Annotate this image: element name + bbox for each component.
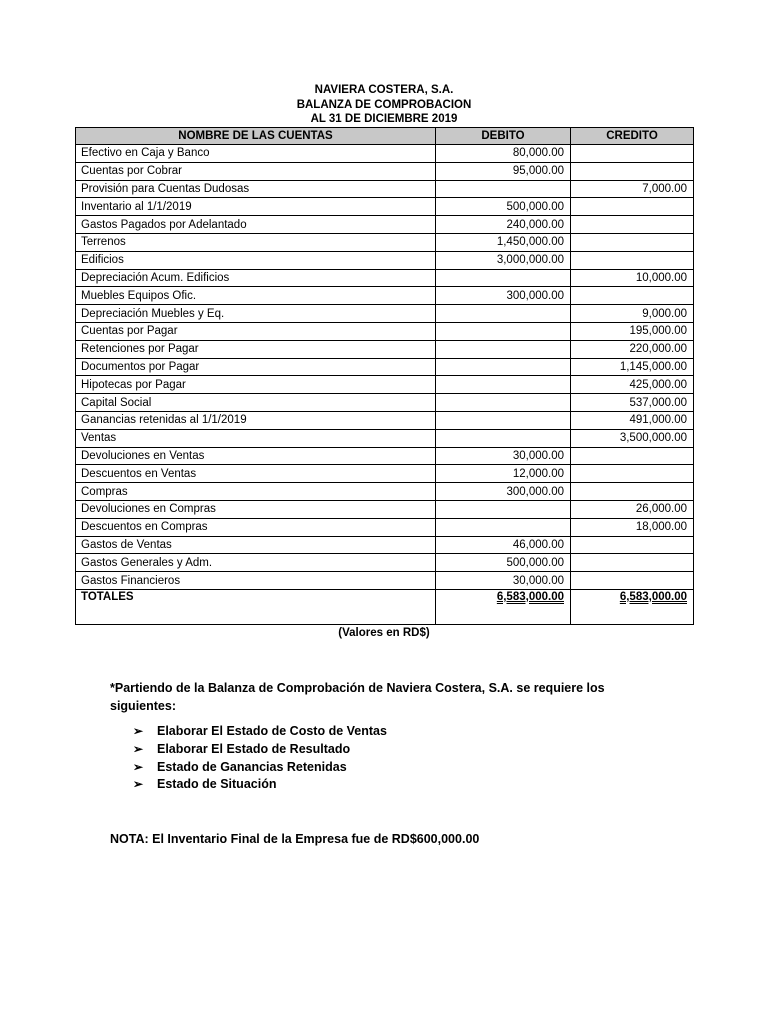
account-name-cell: Terrenos bbox=[76, 233, 436, 251]
account-name-cell: Devoluciones en Compras bbox=[76, 500, 436, 518]
credit-cell: 195,000.00 bbox=[571, 322, 694, 340]
account-name-cell: Capital Social bbox=[76, 394, 436, 412]
table-row bbox=[76, 500, 694, 518]
table-row bbox=[76, 305, 694, 323]
column-header-debit: DEBITO bbox=[436, 128, 571, 145]
account-name-cell: Depreciación Muebles y Eq. bbox=[76, 305, 436, 323]
debit-cell: 300,000.00 bbox=[436, 287, 571, 305]
debit-cell: 46,000.00 bbox=[436, 536, 571, 554]
credit-cell bbox=[571, 465, 694, 483]
debit-cell: 95,000.00 bbox=[436, 162, 571, 180]
debit-cell: 3,000,000.00 bbox=[436, 251, 571, 269]
debit-cell bbox=[436, 429, 571, 447]
debit-cell: 1,450,000.00 bbox=[436, 233, 571, 251]
credit-cell bbox=[571, 572, 694, 590]
account-name-cell: Ganancias retenidas al 1/1/2019 bbox=[76, 411, 436, 429]
table-row bbox=[76, 251, 694, 269]
credit-cell: 10,000.00 bbox=[571, 269, 694, 287]
account-name-cell: Documentos por Pagar bbox=[76, 358, 436, 376]
credit-cell: 491,000.00 bbox=[571, 411, 694, 429]
arrow-bullet-icon: ➢ bbox=[133, 777, 144, 792]
debit-cell bbox=[436, 269, 571, 287]
account-name-cell: Inventario al 1/1/2019 bbox=[76, 198, 436, 216]
credit-cell: 1,145,000.00 bbox=[571, 358, 694, 376]
totals-debit: 6,583,000.00 bbox=[436, 589, 571, 624]
debit-cell: 12,000.00 bbox=[436, 465, 571, 483]
column-header-account: NOMBRE DE LAS CUENTAS bbox=[76, 128, 436, 145]
table-row bbox=[76, 180, 694, 198]
credit-cell bbox=[571, 233, 694, 251]
table-row bbox=[76, 269, 694, 287]
debit-cell bbox=[436, 340, 571, 358]
account-name-cell: Hipotecas por Pagar bbox=[76, 376, 436, 394]
table-row bbox=[76, 340, 694, 358]
table-row bbox=[76, 429, 694, 447]
credit-cell: 18,000.00 bbox=[571, 518, 694, 536]
credit-cell bbox=[571, 287, 694, 305]
document-header bbox=[75, 83, 693, 127]
table-row bbox=[76, 572, 694, 590]
credit-cell: 7,000.00 bbox=[571, 180, 694, 198]
account-name-cell: Descuentos en Compras bbox=[76, 518, 436, 536]
account-name-cell: Devoluciones en Ventas bbox=[76, 447, 436, 465]
debit-cell bbox=[436, 394, 571, 412]
credit-cell bbox=[571, 162, 694, 180]
account-name-cell: Gastos Generales y Adm. bbox=[76, 554, 436, 572]
inventory-note: NOTA: El Inventario Final de la Empresa fue de RD$600,000.00 bbox=[110, 832, 480, 846]
list-item bbox=[133, 776, 387, 794]
account-name-cell: Gastos Pagados por Adelantado bbox=[76, 216, 436, 234]
account-name-cell: Compras bbox=[76, 483, 436, 501]
task-label: Elaborar El Estado de Costo de Ventas bbox=[157, 724, 387, 738]
debit-cell: 500,000.00 bbox=[436, 198, 571, 216]
debit-cell: 30,000.00 bbox=[436, 447, 571, 465]
credit-cell: 26,000.00 bbox=[571, 500, 694, 518]
credit-cell bbox=[571, 483, 694, 501]
debit-cell: 80,000.00 bbox=[436, 145, 571, 163]
table-row bbox=[76, 447, 694, 465]
account-name-cell: Muebles Equipos Ofic. bbox=[76, 287, 436, 305]
table-row bbox=[76, 411, 694, 429]
debit-cell bbox=[436, 411, 571, 429]
credit-cell bbox=[571, 447, 694, 465]
account-name-cell: Cuentas por Cobrar bbox=[76, 162, 436, 180]
arrow-bullet-icon: ➢ bbox=[133, 759, 144, 774]
totals-label: TOTALES bbox=[76, 589, 436, 624]
credit-cell bbox=[571, 536, 694, 554]
report-title: BALANZA DE COMPROBACION bbox=[296, 98, 472, 111]
credit-cell: 220,000.00 bbox=[571, 340, 694, 358]
list-item bbox=[133, 759, 387, 777]
account-name-cell: Cuentas por Pagar bbox=[76, 322, 436, 340]
debit-cell bbox=[436, 518, 571, 536]
debit-cell: 240,000.00 bbox=[436, 216, 571, 234]
task-list bbox=[133, 723, 387, 794]
table-row bbox=[76, 145, 694, 163]
task-label: Elaborar El Estado de Resultado bbox=[157, 741, 351, 756]
table-row bbox=[76, 198, 694, 216]
task-label: Estado de Ganancias Retenidas bbox=[157, 759, 347, 774]
credit-cell bbox=[571, 198, 694, 216]
credit-cell: 9,000.00 bbox=[571, 305, 694, 323]
table-row bbox=[76, 554, 694, 572]
account-name-cell: Efectivo en Caja y Banco bbox=[76, 145, 436, 163]
debit-cell bbox=[436, 358, 571, 376]
credit-cell bbox=[571, 216, 694, 234]
account-name-cell: Descuentos en Ventas bbox=[76, 465, 436, 483]
trial-balance-table bbox=[75, 127, 694, 625]
task-label: Estado de Situación bbox=[157, 777, 277, 792]
account-name-cell: Gastos Financieros bbox=[76, 572, 436, 590]
account-name-cell: Edificios bbox=[76, 251, 436, 269]
credit-cell bbox=[571, 251, 694, 269]
table-row bbox=[76, 376, 694, 394]
arrow-bullet-icon: ➢ bbox=[133, 724, 144, 738]
table-row bbox=[76, 287, 694, 305]
debit-cell: 30,000.00 bbox=[436, 572, 571, 590]
values-currency-note: (Valores en RD$) bbox=[338, 627, 430, 639]
table-row bbox=[76, 216, 694, 234]
credit-cell: 425,000.00 bbox=[571, 376, 694, 394]
debit-cell: 500,000.00 bbox=[436, 554, 571, 572]
arrow-bullet-icon: ➢ bbox=[133, 741, 144, 756]
debit-cell bbox=[436, 376, 571, 394]
totals-row bbox=[76, 589, 694, 624]
debit-cell bbox=[436, 322, 571, 340]
company-name: NAVIERA COSTERA, S.A. bbox=[314, 84, 454, 96]
table-row bbox=[76, 465, 694, 483]
account-name-cell: Ventas bbox=[76, 429, 436, 447]
account-name-cell: Provisión para Cuentas Dudosas bbox=[76, 180, 436, 198]
table-row bbox=[76, 518, 694, 536]
debit-cell bbox=[436, 180, 571, 198]
requirement-text: *Partiendo de la Balanza de Comprobación de Naviera Costera, S.A. se requiere los siguientes: bbox=[110, 681, 605, 713]
credit-cell: 3,500,000.00 bbox=[571, 429, 694, 447]
table-row bbox=[76, 358, 694, 376]
table-row bbox=[76, 483, 694, 501]
credit-cell: 537,000.00 bbox=[571, 394, 694, 412]
table-header-row bbox=[76, 128, 694, 145]
list-item bbox=[133, 723, 387, 741]
table-row bbox=[76, 322, 694, 340]
report-date: AL 31 DE DICIEMBRE 2019 bbox=[310, 113, 458, 125]
column-header-credit: CREDITO bbox=[571, 128, 694, 145]
debit-cell bbox=[436, 500, 571, 518]
totals-credit: 6,583,000.00 bbox=[571, 589, 694, 624]
account-name-cell: Gastos de Ventas bbox=[76, 536, 436, 554]
debit-cell bbox=[436, 305, 571, 323]
list-item bbox=[133, 741, 387, 759]
credit-cell bbox=[571, 554, 694, 572]
table-row bbox=[76, 162, 694, 180]
table-row bbox=[76, 233, 694, 251]
account-name-cell: Retenciones por Pagar bbox=[76, 340, 436, 358]
table-row bbox=[76, 536, 694, 554]
debit-cell: 300,000.00 bbox=[436, 483, 571, 501]
table-row bbox=[76, 394, 694, 412]
account-name-cell: Depreciación Acum. Edificios bbox=[76, 269, 436, 287]
credit-cell bbox=[571, 145, 694, 163]
